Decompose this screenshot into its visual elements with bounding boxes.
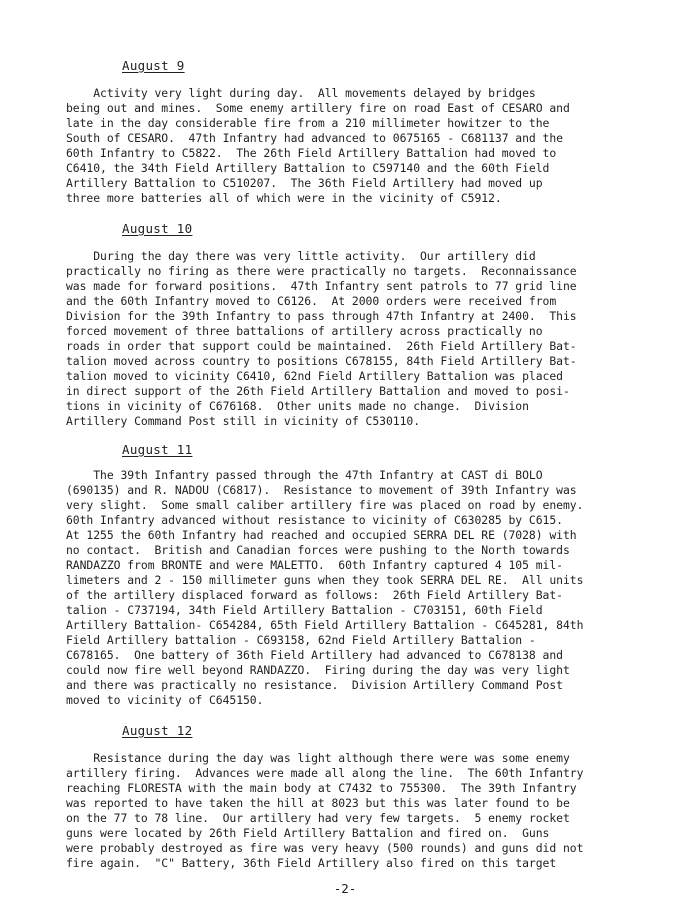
text-line: no contact. British and Canadian forces were pushing to the North towards: [66, 543, 570, 557]
text-line: C6410, the 34th Field Artillery Battalion to C597140 and the 60th Field: [66, 161, 550, 175]
text-line: artillery firing. Advances were made all along the line. The 60th Infantry: [66, 766, 584, 780]
text-line: At 1255 the 60th Infantry had reached and occupied SERRA DEL RE (7028) with: [66, 528, 577, 542]
text-line: talion - C737194, 34th Field Artillery Battalion - C703151, 60th Field: [66, 603, 543, 617]
text-line: roads in order that support could be maintained. 26th Field Artillery Bat-: [66, 339, 577, 353]
page-number: -2-: [333, 881, 357, 896]
text-line: and there was practically no resistance. Division Artillery Command Post: [66, 678, 563, 692]
text-line: (690135) and R. NADOU (C6817). Resistance to movement of 39th Infantry was: [66, 483, 577, 497]
text-line: of the artillery displaced forward as follows: 26th Field Artillery Bat-: [66, 588, 563, 602]
text-line: practically no firing as there were practically no targets. Reconnaissance: [66, 264, 577, 278]
text-line: was reported to have taken the hill at 8023 but this was later found to be: [66, 796, 570, 810]
text-line: Artillery Battalion- C654284, 65th Field Artillery Battalion - C645281, 84th: [66, 618, 584, 632]
text-line: fire again. "C" Battery, 36th Field Artillery also fired on this target: [66, 856, 557, 870]
text-line: talion moved to vicinity C6410, 62nd Field Artillery Battalion was placed: [66, 369, 563, 383]
text-line: on the 77 to 78 line. Our artillery had very few targets. 5 enemy rocket: [66, 811, 570, 825]
text-line: in direct support of the 26th Field Artillery Battalion and moved to posi-: [66, 384, 570, 398]
text-line: South of CESARO. 47th Infantry had advanced to 0675165 - C681137 and the: [66, 131, 563, 145]
text-line: three more batteries all of which were in the vicinity of C5912.: [66, 191, 502, 205]
text-line: reaching FLORESTA with the main body at C7432 to 755300. The 39th Infantry: [66, 781, 577, 795]
text-line: limeters and 2 - 150 millimeter guns when they took SERRA DEL RE. All units: [66, 573, 584, 587]
text-line: were probably destroyed as fire was very heavy (500 rounds) and guns did not: [66, 841, 584, 855]
text-line: 60th Infantry to C5822. The 26th Field Artillery Battalion had moved to: [66, 146, 557, 160]
text-line: moved to vicinity of C645150.: [66, 693, 264, 707]
text-line: Artillery Command Post still in vicinity of C530110.: [66, 414, 421, 428]
text-line: 60th Infantry advanced without resistance to vicinity of C630285 by C615.: [66, 513, 563, 527]
text-line: Resistance during the day was light although there were was some enemy: [66, 751, 570, 765]
text-line: Division for the 39th Infantry to pass through 47th Infantry at 2400. This: [66, 309, 577, 323]
text-line: tions in vicinity of C676168. Other units made no change. Division: [66, 399, 529, 413]
text-line: being out and mines. Some enemy artillery fire on road East of CESARO and: [66, 101, 570, 115]
text-line: and the 60th Infantry moved to C6126. At 2000 orders were received from: [66, 294, 557, 308]
text-line: was made for forward positions. 47th Infantry sent patrols to 77 grid line: [66, 279, 577, 293]
entry-heading-august-10: August 10: [122, 221, 193, 236]
entry-heading-august-11: August 11: [122, 442, 193, 457]
text-line: could now fire well beyond RANDAZZO. Firing during the day was very light: [66, 663, 570, 677]
text-line: During the day there was very little activity. Our artillery did: [66, 249, 536, 263]
entry-heading-august-12: August 12: [122, 723, 193, 738]
text-line: RANDAZZO from BRONTE and were MALETTO. 60th Infantry captured 4 105 mil-: [66, 558, 563, 572]
text-line: Field Artillery battalion - C693158, 62nd Field Artillery Battalion -: [66, 633, 536, 647]
text-line: late in the day considerable fire from a 210 millimeter howitzer to the: [66, 116, 550, 130]
text-line: talion moved across country to positions C678155, 84th Field Artillery Bat-: [66, 354, 577, 368]
text-line: very slight. Some small caliber artillery fire was placed on road by enemy.: [66, 498, 584, 512]
text-line: forced movement of three battalions of artillery across practically no: [66, 324, 543, 338]
text-line: C678165. One battery of 36th Field Artillery had advanced to C678138 and: [66, 648, 563, 662]
entry-heading-august-9: August 9: [122, 58, 185, 73]
text-line: guns were located by 26th Field Artillery Battalion and fired on. Guns: [66, 826, 550, 840]
text-line: Activity very light during day. All movements delayed by bridges: [66, 86, 536, 100]
text-line: The 39th Infantry passed through the 47th Infantry at CAST di BOLO: [66, 468, 543, 482]
text-line: Artillery Battalion to C510207. The 36th Field Artillery had moved up: [66, 176, 543, 190]
